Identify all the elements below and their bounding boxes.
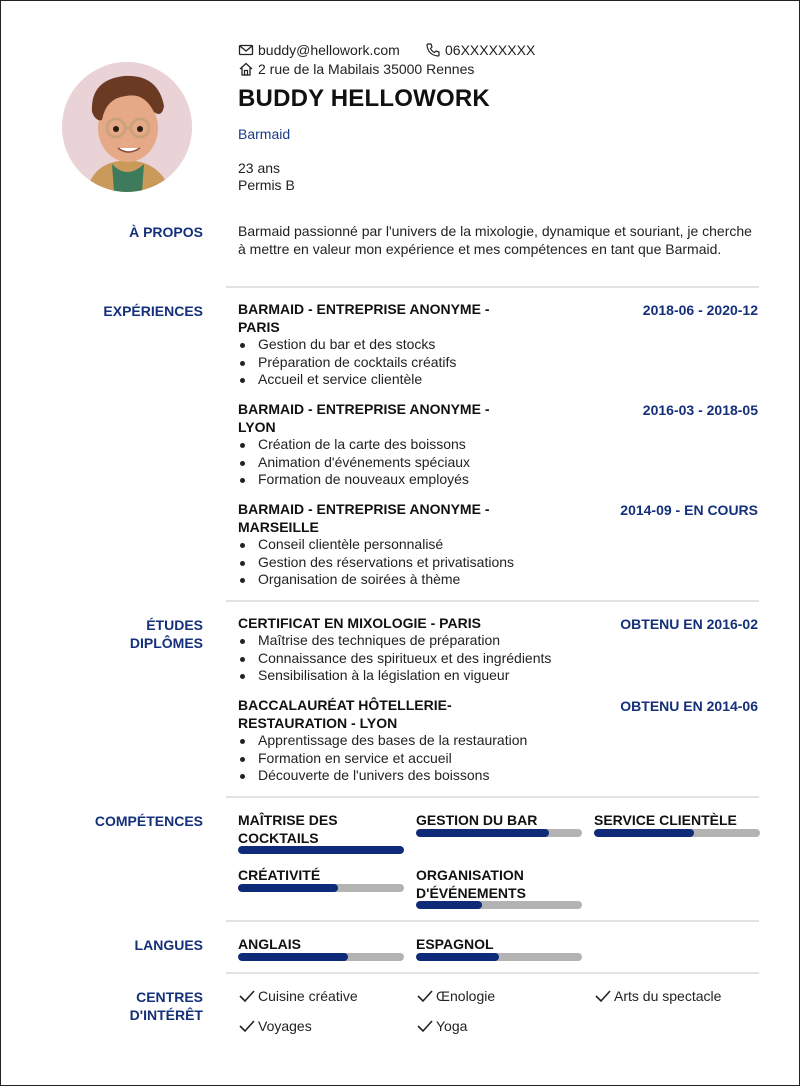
interest-item [594, 988, 721, 1004]
skill-item [416, 866, 566, 910]
divider [226, 920, 759, 922]
experience-date: 2018-06 - 2020-12 [642, 302, 758, 318]
skills-label: COMPÉTENCES [94, 813, 203, 829]
skill-name: MAÎTRISE DES COCKTAILS [238, 812, 338, 846]
interest-item [416, 988, 495, 1004]
check-icon [594, 988, 612, 1004]
skill-name: SERVICE CLIENTÈLE [594, 812, 737, 828]
list-item: Apprentissage des bases de la restauration [238, 732, 527, 750]
language-item [416, 935, 582, 961]
envelope-icon [238, 42, 254, 58]
list-item: Formation de nouveaux employés [238, 471, 470, 489]
skill-level-fill [594, 829, 694, 837]
education-label-line1: ÉTUDES [146, 617, 203, 633]
experience-tasks [238, 536, 514, 589]
language-level-bar [238, 953, 404, 961]
language-level-bar [416, 953, 582, 961]
experiences-label: EXPÉRIENCES [103, 303, 203, 319]
experience-date: 2014-09 - EN COURS [620, 502, 758, 518]
list-item: Préparation de cocktails créatifs [238, 354, 456, 372]
list-item: Gestion du bar et des stocks [238, 336, 456, 354]
divider [226, 796, 759, 798]
divider [226, 600, 759, 602]
language-level-fill [238, 953, 348, 961]
education-details [238, 732, 527, 785]
job-title: Barmaid [238, 126, 291, 142]
email-contact[interactable] [238, 42, 400, 58]
list-item: Organisation de soirées à thème [238, 571, 514, 589]
list-item: Formation en service et accueil [238, 750, 527, 768]
interest-label: Yoga [436, 1018, 468, 1034]
phone-contact[interactable] [425, 42, 535, 58]
language-item [238, 935, 404, 961]
interests-label-line2: D'INTÉRÊT [129, 1007, 203, 1023]
list-item: Connaissance des spiritueux et des ingrédients [238, 650, 551, 668]
address-text: 2 rue de la Mabilais 35000 Rennes [258, 61, 475, 77]
education-label-line2: DIPLÔMES [129, 635, 203, 651]
education-title: CERTIFICAT EN MIXOLOGIE - PARIS [238, 615, 481, 631]
interest-item [238, 1018, 312, 1034]
check-icon [238, 1018, 256, 1034]
language-level-fill [416, 953, 499, 961]
skill-item [416, 811, 582, 837]
interest-label: Œnologie [436, 988, 496, 1004]
list-item: Accueil et service clientèle [238, 371, 456, 389]
address-contact [238, 61, 474, 77]
skill-level-fill [416, 901, 482, 909]
education-date: OBTENU EN 2014-06 [620, 698, 758, 714]
skill-level-fill [238, 846, 404, 854]
age: 23 ans [238, 160, 281, 176]
list-item: Création de la carte des boissons [238, 436, 470, 454]
skill-item [238, 866, 404, 892]
interest-label: Voyages [258, 1018, 312, 1034]
skill-item [594, 811, 760, 837]
phone-text: 06XXXXXXXX [445, 42, 536, 58]
skill-name: ORGANISATION D'ÉVÉNEMENTS [416, 867, 526, 901]
candidate-name: BUDDY HELLOWORK [238, 85, 490, 112]
check-icon [238, 988, 256, 1004]
skill-level-bar [238, 884, 404, 892]
skill-name: CRÉATIVITÉ [238, 867, 321, 883]
interest-item [416, 1018, 467, 1034]
interests-label-line1: CENTRES [136, 989, 203, 1005]
language-name: ANGLAIS [238, 936, 301, 952]
experience-date: 2016-03 - 2018-05 [642, 402, 758, 418]
avatar [62, 62, 192, 192]
skill-item [238, 811, 404, 855]
skill-level-fill [238, 884, 338, 892]
list-item: Animation d'événements spéciaux [238, 454, 470, 472]
divider [226, 286, 759, 288]
experience-title: BARMAID - ENTREPRISE ANONYME - PARIS [238, 301, 490, 335]
list-item: Maîtrise des techniques de préparation [238, 632, 551, 650]
about-label: À PROPOS [129, 224, 203, 240]
skill-level-bar [238, 846, 404, 854]
skill-level-bar [416, 901, 582, 909]
list-item: Conseil clientèle personnalisé [238, 536, 514, 554]
experience-tasks [238, 336, 456, 389]
home-icon [238, 61, 254, 77]
education-date: OBTENU EN 2016-02 [620, 616, 758, 632]
email-text: buddy@hellowork.com [258, 42, 400, 58]
phone-icon [425, 42, 441, 58]
list-item: Sensibilisation à la législation en vigueur [238, 667, 551, 685]
list-item: Découverte de l'univers des boissons [238, 767, 527, 785]
skill-level-bar [594, 829, 760, 837]
check-icon [416, 1018, 434, 1034]
experience-title: BARMAID - ENTREPRISE ANONYME - LYON [238, 401, 490, 435]
skill-level-bar [416, 829, 582, 837]
education-details [238, 632, 551, 685]
interest-label: Arts du spectacle [614, 988, 722, 1004]
check-icon [416, 988, 434, 1004]
driving-license: Permis B [238, 177, 295, 193]
experience-tasks [238, 436, 470, 489]
interest-item [238, 988, 358, 1004]
interests-label [130, 988, 203, 1024]
interest-label: Cuisine créative [258, 988, 358, 1004]
language-name: ESPAGNOL [416, 936, 494, 952]
education-label [130, 616, 203, 652]
divider [226, 972, 759, 974]
skill-name: GESTION DU BAR [416, 812, 538, 828]
experience-title: BARMAID - ENTREPRISE ANONYME - MARSEILLE [238, 501, 490, 535]
languages-label: LANGUES [134, 937, 203, 953]
education-title: BACCALAURÉAT HÔTELLERIE-RESTAURATION - LYON [238, 697, 452, 731]
skill-level-fill [416, 829, 549, 837]
list-item: Gestion des réservations et privatisations [238, 554, 514, 572]
about-text: Barmaid passionné par l'univers de la mixologie, dynamique et souriant, je cherche à mettre en valeur mon expérience et mes compétences en tant que Barmaid. [238, 223, 752, 257]
